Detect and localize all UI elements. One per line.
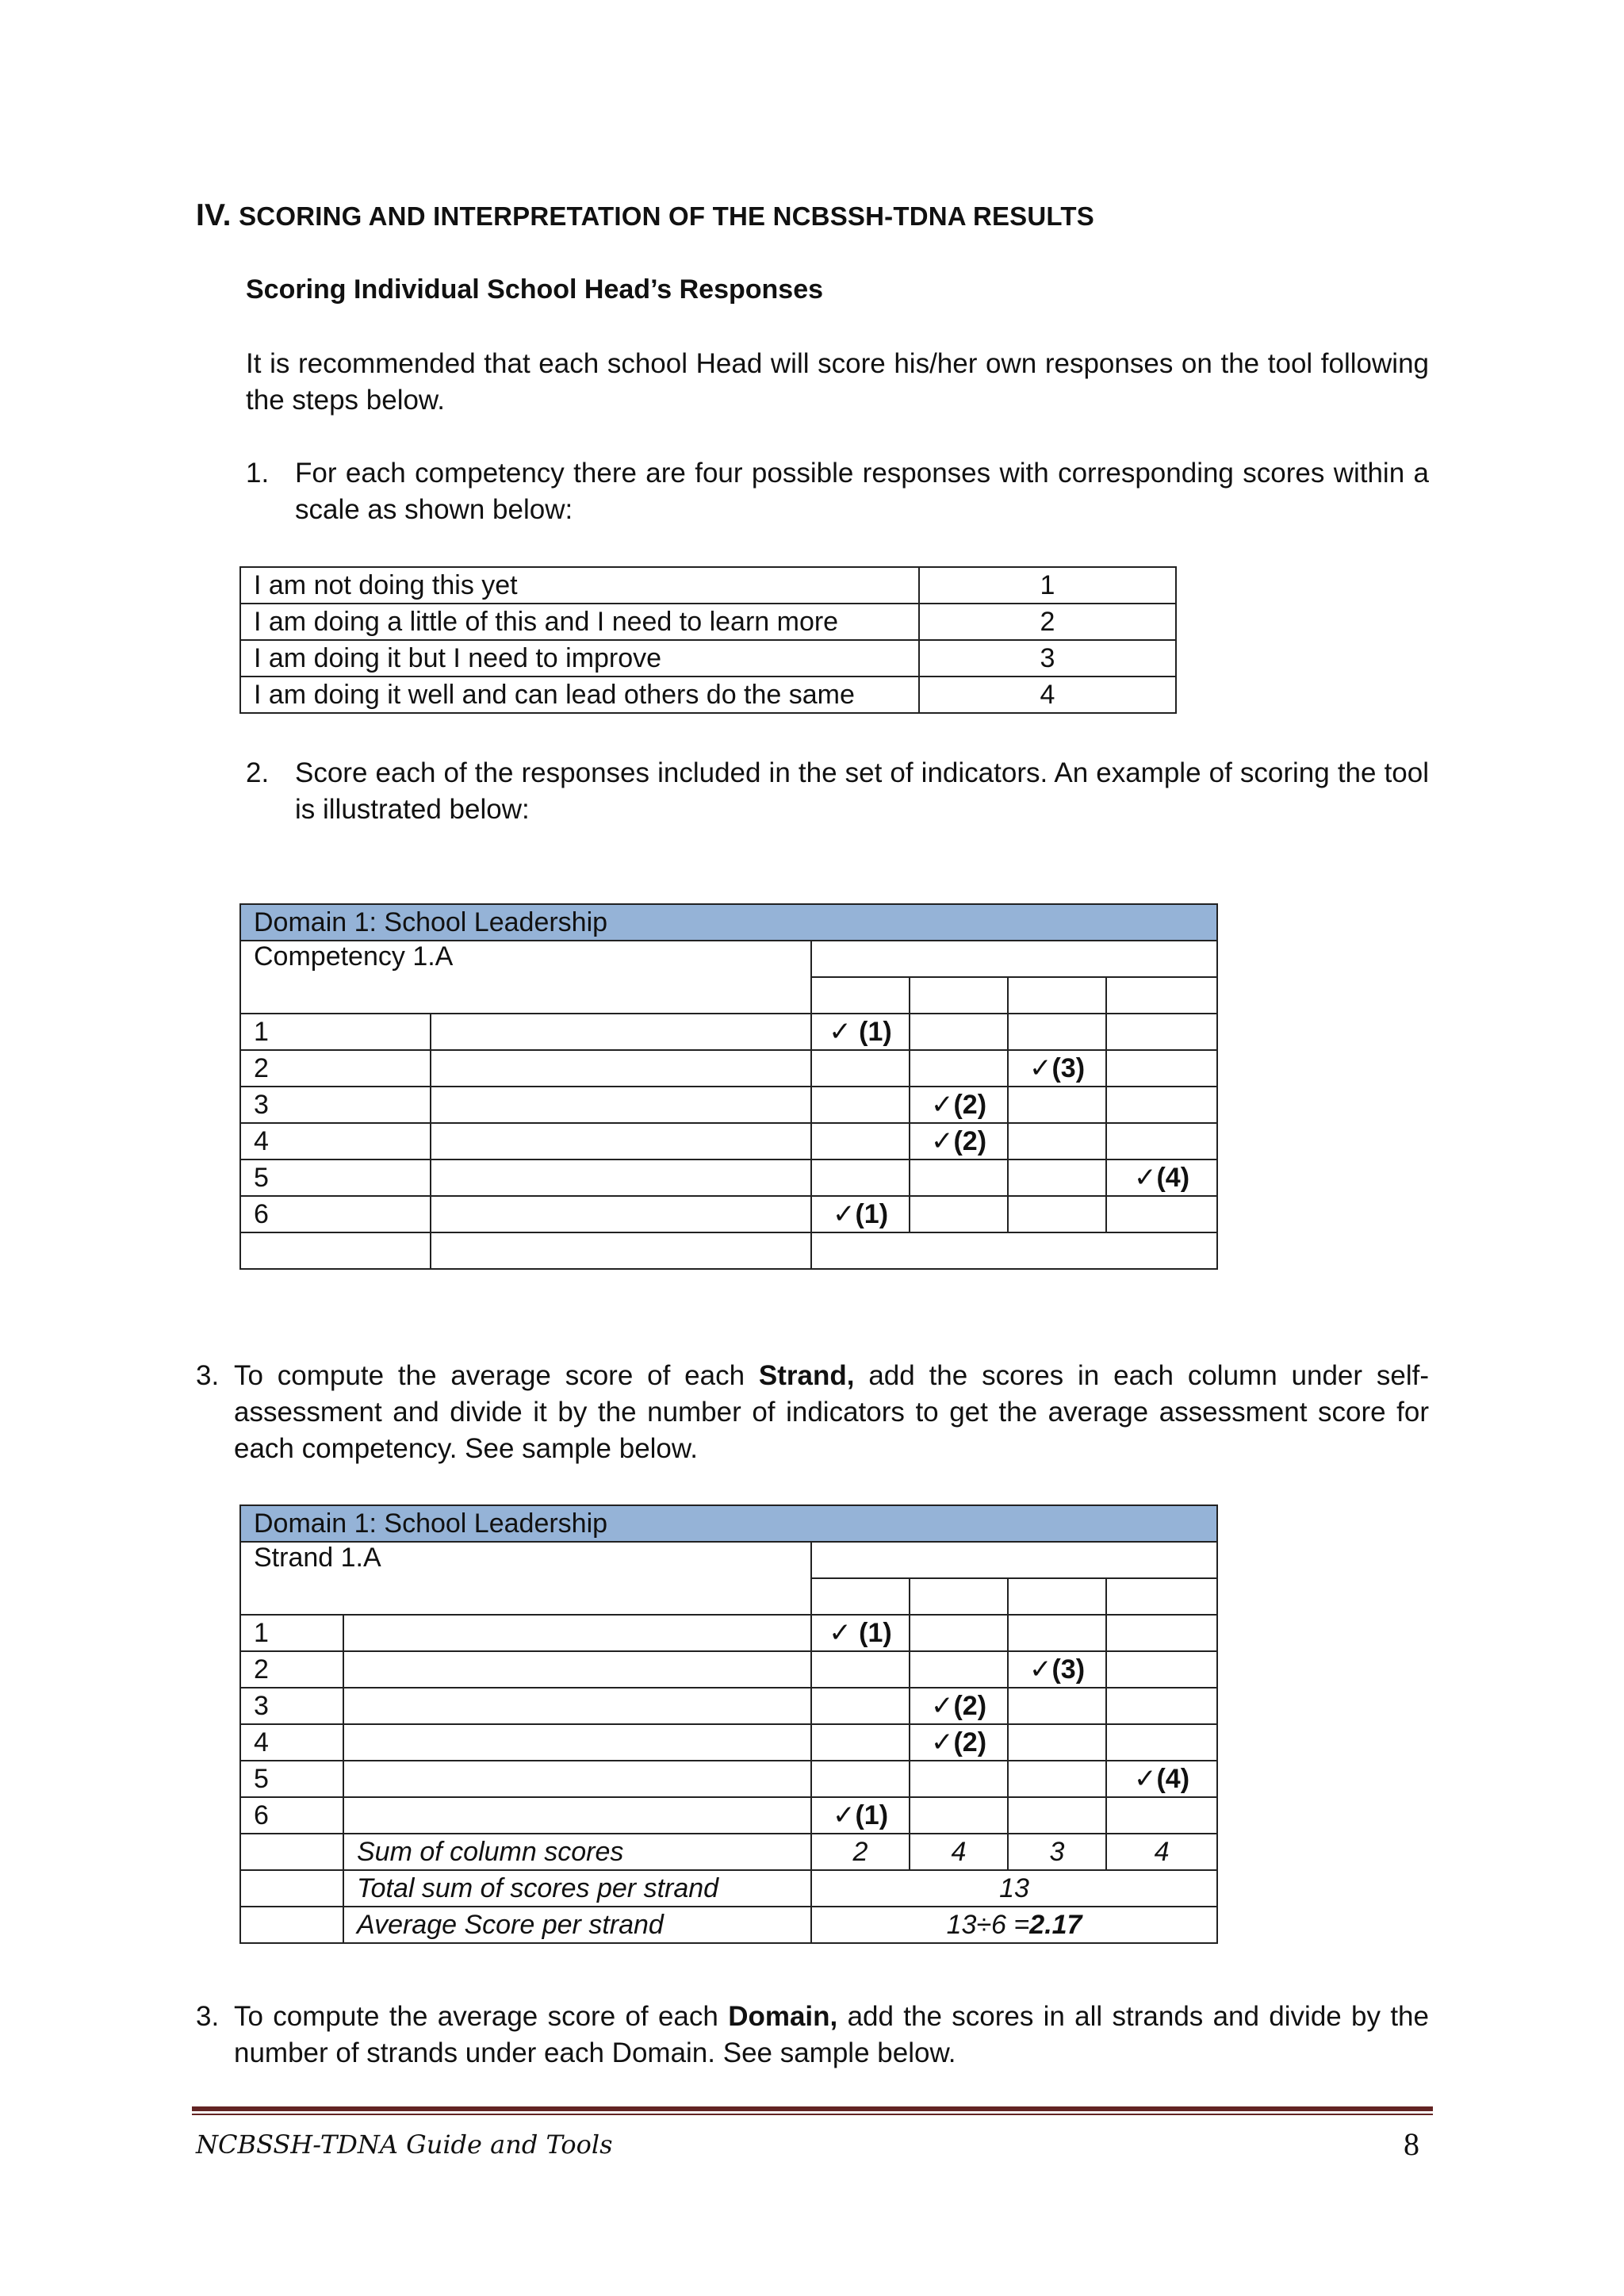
total-row <box>240 1870 1217 1907</box>
indicator-text <box>343 1615 811 1651</box>
table-row <box>240 1615 1217 1651</box>
score-check <box>811 1761 910 1797</box>
score-check <box>910 1196 1008 1232</box>
score-check: ✓(2) <box>910 1688 1008 1724</box>
page-number: 8 <box>1404 2126 1419 2162</box>
step-3-strand-number: 3. <box>196 1360 220 1391</box>
score-check <box>910 1159 1008 1196</box>
indicator-number: 6 <box>240 1797 343 1834</box>
column-sum: 3 <box>1008 1834 1106 1870</box>
average-result: 2.17 <box>1029 1909 1082 1940</box>
indicator-number: 1 <box>240 1014 431 1050</box>
table-row <box>240 1724 1217 1761</box>
total-value: 13 <box>811 1870 1217 1907</box>
score-check <box>1106 1651 1217 1688</box>
score-check <box>1106 1688 1217 1724</box>
score-check <box>1008 1123 1106 1159</box>
scale-row <box>240 604 1176 640</box>
table-row <box>240 1087 1217 1123</box>
average-row <box>240 1907 1217 1943</box>
step-1-text: For each competency there are four possible responses with corresponding scores within a scale as shown below: <box>295 458 1429 525</box>
scale-row <box>240 677 1176 713</box>
example-competency-table <box>239 903 1218 1270</box>
scale-row <box>240 567 1176 604</box>
score-check: ✓(2) <box>910 1087 1008 1123</box>
step-3-strand-text-pre: To compute the average score of each <box>234 1360 759 1391</box>
table-row <box>240 1123 1217 1159</box>
step-3-strand-text-post: add the scores in each column under self-assessment and divide it by the number of indicators to get the average assessment score for each competency. See sample below. <box>234 1360 1429 1464</box>
indicator-text <box>431 1232 811 1269</box>
indicator-number: 2 <box>240 1050 431 1087</box>
header-cell <box>910 977 1008 1014</box>
example-strand-table <box>239 1504 1218 1944</box>
step-2-number: 2. <box>246 757 270 788</box>
score-check <box>1106 1797 1217 1834</box>
header-cell <box>1008 1578 1106 1615</box>
sum-label: Sum of column scores <box>343 1834 811 1870</box>
section-title-text: SCORING AND INTERPRETATION OF THE NCBSSH-TDNA RESULTS <box>231 201 1094 231</box>
step-1-number: 1. <box>246 458 270 489</box>
table-row <box>240 1761 1217 1797</box>
header-cell <box>811 1578 910 1615</box>
section-title <box>196 198 1094 233</box>
step-3-domain-text <box>234 1999 1429 2072</box>
score-check: ✓(4) <box>1106 1761 1217 1797</box>
indicator-number: 6 <box>240 1196 431 1232</box>
step-2-text: Score each of the responses included in the set of indicators. An example of scoring the tool is illustrated below: <box>295 757 1429 825</box>
indicator-text <box>343 1761 811 1797</box>
empty-cell <box>240 1907 343 1943</box>
indicator-number: 5 <box>240 1761 343 1797</box>
score-check <box>811 1159 910 1196</box>
score-check: ✓(4) <box>1106 1159 1217 1196</box>
header-cell <box>811 977 910 1014</box>
score-check <box>910 1014 1008 1050</box>
score-check <box>811 1651 910 1688</box>
step-1 <box>246 455 1429 528</box>
header-cell <box>1008 977 1106 1014</box>
indicator-number: 1 <box>240 1615 343 1651</box>
indicator-number <box>240 1232 431 1269</box>
scale-label: I am doing a little of this and I need to learn more <box>240 604 919 640</box>
header-cell <box>811 1542 1217 1578</box>
table-row <box>240 1232 1217 1269</box>
step-2 <box>246 755 1429 828</box>
score-check: ✓(1) <box>811 1196 910 1232</box>
average-label: Average Score per strand <box>343 1907 811 1943</box>
score-check <box>811 1087 910 1123</box>
footer-title: NCBSSH-TDNA Guide and Tools <box>196 2129 613 2160</box>
average-expression: 13÷6 = <box>946 1909 1030 1940</box>
scale-label: I am not doing this yet <box>240 567 919 604</box>
total-label: Total sum of scores per strand <box>343 1870 811 1907</box>
score-check <box>1008 1688 1106 1724</box>
step-3-strand-text <box>234 1358 1429 1467</box>
score-check <box>811 1724 910 1761</box>
section-roman-numeral: IV. <box>196 198 232 232</box>
domain-header: Domain 1: School Leadership <box>240 1505 1217 1542</box>
header-cell <box>811 941 1217 977</box>
score-check <box>1106 1014 1217 1050</box>
score-check <box>1106 1724 1217 1761</box>
empty-cell <box>240 1870 343 1907</box>
score-check <box>1008 1761 1106 1797</box>
header-cell <box>910 1578 1008 1615</box>
table-row <box>240 1050 1217 1087</box>
scale-label: I am doing it but I need to improve <box>240 640 919 677</box>
table-row <box>240 1797 1217 1834</box>
score-check <box>811 1688 910 1724</box>
table-row <box>240 1688 1217 1724</box>
empty-cell <box>240 1834 343 1870</box>
competency-label: Competency 1.A <box>240 941 811 1014</box>
column-sum: 4 <box>910 1834 1008 1870</box>
scale-value: 4 <box>919 677 1176 713</box>
header-cell <box>1106 977 1217 1014</box>
indicator-number: 3 <box>240 1688 343 1724</box>
indicator-number: 2 <box>240 1651 343 1688</box>
score-check <box>811 1123 910 1159</box>
sum-row <box>240 1834 1217 1870</box>
indicator-text <box>431 1050 811 1087</box>
step-3-strand-keyword: Strand, <box>758 1360 855 1391</box>
score-check <box>1106 1123 1217 1159</box>
step-3-domain-text-post: add the scores in all strands and divide by the number of strands under each Domain. See sample below. <box>234 2001 1429 2068</box>
step-3-domain <box>196 1999 1429 2072</box>
score-check <box>1008 1014 1106 1050</box>
score-check <box>1008 1196 1106 1232</box>
scale-row <box>240 640 1176 677</box>
table-row <box>240 1159 1217 1196</box>
score-check <box>1008 1615 1106 1651</box>
score-check: ✓(1) <box>811 1797 910 1834</box>
score-check <box>910 1615 1008 1651</box>
step-3-domain-number: 3. <box>196 2001 220 2032</box>
column-sum: 2 <box>811 1834 910 1870</box>
score-check: ✓(2) <box>910 1724 1008 1761</box>
column-sum: 4 <box>1106 1834 1217 1870</box>
intro-paragraph: It is recommended that each school Head will score his/her own responses on the tool following the steps below. <box>246 348 1429 416</box>
indicator-number: 3 <box>240 1087 431 1123</box>
domain-header: Domain 1: School Leadership <box>240 904 1217 941</box>
indicator-number: 4 <box>240 1724 343 1761</box>
score-check <box>1008 1797 1106 1834</box>
scale-value: 2 <box>919 604 1176 640</box>
scale-value: 3 <box>919 640 1176 677</box>
score-check <box>1106 1196 1217 1232</box>
score-check <box>1106 1615 1217 1651</box>
score-check <box>811 1050 910 1087</box>
header-cell <box>1106 1578 1217 1615</box>
indicator-number: 4 <box>240 1123 431 1159</box>
indicator-text <box>343 1724 811 1761</box>
score-check <box>1106 1087 1217 1123</box>
scale-table <box>239 566 1177 714</box>
footer-rule <box>192 2106 1433 2111</box>
table-row <box>240 1196 1217 1232</box>
score-check <box>1008 1724 1106 1761</box>
score-check <box>910 1761 1008 1797</box>
score-check: ✓(3) <box>1008 1651 1106 1688</box>
score-check <box>910 1050 1008 1087</box>
indicator-text <box>431 1014 811 1050</box>
footer-rule-thin <box>192 2114 1433 2115</box>
indicator-text <box>343 1797 811 1834</box>
average-value <box>811 1907 1217 1943</box>
indicator-text <box>431 1123 811 1159</box>
indicator-text <box>431 1087 811 1123</box>
score-check <box>1008 1087 1106 1123</box>
scale-label: I am doing it well and can lead others do the same <box>240 677 919 713</box>
table-row <box>240 1651 1217 1688</box>
indicator-text <box>431 1159 811 1196</box>
empty-cell <box>811 1232 1217 1269</box>
score-check <box>1106 1050 1217 1087</box>
score-check <box>1008 1159 1106 1196</box>
scale-value: 1 <box>919 567 1176 604</box>
score-check: ✓ (1) <box>811 1615 910 1651</box>
indicator-text <box>431 1196 811 1232</box>
score-check: ✓ (1) <box>811 1014 910 1050</box>
score-check: ✓(2) <box>910 1123 1008 1159</box>
subheading: Scoring Individual School Head’s Responses <box>246 274 824 305</box>
step-3-domain-text-pre: To compute the average score of each <box>234 2001 729 2032</box>
score-check <box>910 1651 1008 1688</box>
step-3-strand <box>196 1358 1429 1469</box>
indicator-text <box>343 1688 811 1724</box>
score-check: ✓(3) <box>1008 1050 1106 1087</box>
score-check <box>910 1797 1008 1834</box>
indicator-number: 5 <box>240 1159 431 1196</box>
step-3-domain-keyword: Domain, <box>728 2001 838 2032</box>
indicator-text <box>343 1651 811 1688</box>
table-row <box>240 1014 1217 1050</box>
strand-label: Strand 1.A <box>240 1542 811 1615</box>
